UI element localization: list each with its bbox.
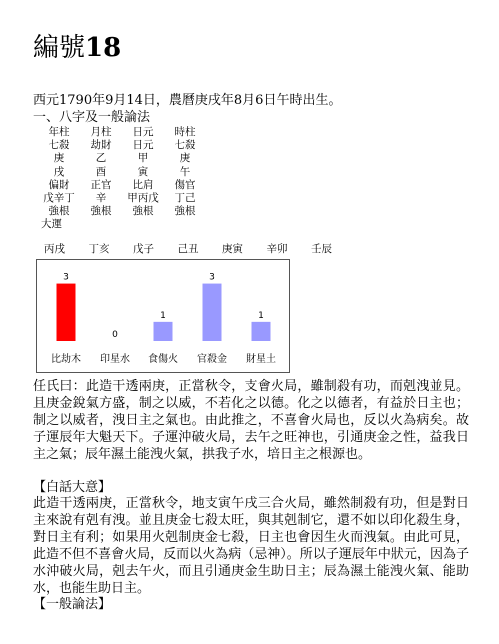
- bazi-cell: 偏財: [48, 178, 70, 191]
- category-label: 比劫木: [51, 354, 81, 365]
- bazi-cell: 丁己: [174, 191, 196, 204]
- plain-heading: 【白話大意】: [33, 480, 112, 495]
- bazi-cell: 戌: [53, 165, 65, 178]
- chart-bar: [57, 284, 76, 341]
- bazi-cell: [164, 218, 206, 231]
- plain-paragraph: 此造干透兩庚，正當秋令，地支寅午戌三合火局，雖然制殺有功，但是對日主來說有剋有洩。並且庚金七殺太旺，與其剋制它，還不如以印化殺生身，對日主有利；如果用火剋制庚金七殺，日主也會因生火而洩氣。由此可見，此造不但不喜會火局，反而以火為病（忌神）。所以子運辰年中狀元，因為子水沖破火局，剋去午火，而且引通庚金生助日主；辰為濕土能洩火氣、能助水，也能生助日主。: [33, 496, 469, 596]
- category-label: 印星水: [100, 354, 130, 365]
- bazi-row: [38, 166, 206, 179]
- bazi-cell: 乙: [95, 152, 107, 165]
- chart-bar: [252, 322, 271, 341]
- bazi-cell: 正官: [90, 178, 112, 191]
- data-label: 3: [209, 272, 215, 283]
- category-label: 官殺金: [197, 354, 227, 365]
- general-heading: 【一般論法】: [33, 597, 112, 612]
- chart-bar: [154, 322, 173, 341]
- bazi-table: [38, 126, 206, 232]
- birth-info: 西元1790年9月14日，農曆庚戌年8月6日午時出生。: [33, 93, 342, 108]
- bazi-cell: 大運: [41, 218, 62, 231]
- dayun-item: 辛卯: [266, 243, 288, 255]
- bazi-cell: [122, 218, 164, 231]
- bazi-cell: 強根: [90, 205, 112, 218]
- chart-bar: [203, 284, 222, 341]
- data-label: 1: [160, 310, 166, 321]
- bazi-cell: 日元: [132, 139, 154, 152]
- bazi-cell: 戊辛丁: [43, 191, 75, 204]
- bazi-cell: 庚: [179, 152, 191, 165]
- category-label: 食傷火: [148, 354, 178, 365]
- bazi-cell: 七殺: [174, 139, 196, 152]
- five-elements-chart: [36, 259, 290, 373]
- dayun-item: 己丑: [177, 243, 199, 255]
- bazi-row: [38, 152, 206, 165]
- page-title: [33, 30, 121, 66]
- bazi-row: [38, 192, 206, 205]
- data-label: 3: [63, 272, 69, 283]
- bazi-cell: 傷官: [174, 178, 196, 191]
- bazi-cell: 強根: [132, 205, 154, 218]
- commentary-paragraph: 任氏曰：此造干透兩庚，正當秋令，支會火局，雖制殺有功，而剋洩並見。且庚金銳氣方盛，制之以威，不若化之以德。化之以德者，有益於日主也；制之以威者，洩日主之氣也。由此推之，不喜會火局也，反以火為病矣。故子運辰年大魁天下。子運沖破火局，去午之旺神也，引通庚金之性，益我日主之氣；辰年濕土能洩火氣，拱我子水，培日主之根源也。: [33, 379, 469, 462]
- bazi-row: [38, 139, 206, 152]
- bazi-row: [38, 126, 206, 139]
- bazi-row: [38, 179, 206, 192]
- bazi-row: [38, 218, 206, 231]
- data-label: 0: [112, 330, 118, 340]
- bazi-cell: 甲: [137, 152, 149, 165]
- dayun-item: 丙戌: [44, 243, 65, 255]
- bazi-cell: 強根: [174, 205, 196, 218]
- bazi-cell: 月柱: [90, 126, 112, 138]
- bazi-cell: 七殺: [48, 139, 70, 152]
- bazi-cell: 年柱: [48, 126, 70, 138]
- bazi-cell: 比肩: [132, 178, 154, 191]
- dayun-item: 庚寅: [222, 243, 243, 255]
- title-prefix: 編號: [33, 33, 86, 63]
- dayun-row: [38, 241, 350, 256]
- dayun-item: 丁亥: [88, 243, 110, 255]
- bazi-cell: 時柱: [174, 126, 196, 138]
- bazi-cell: 強根: [48, 205, 70, 218]
- bazi-cell: [80, 218, 122, 231]
- dayun-item: 戊子: [133, 243, 154, 255]
- title-number: 18: [85, 33, 122, 63]
- chart-svg: [37, 260, 289, 372]
- bazi-cell: 甲丙戊: [127, 191, 159, 204]
- bazi-cell: 庚: [53, 152, 65, 165]
- bazi-cell: 午: [179, 165, 191, 178]
- section-heading: 一、八字及一般論法: [33, 110, 151, 125]
- category-label: 財星土: [246, 354, 276, 365]
- bazi-cell: 酉: [95, 165, 107, 178]
- bazi-row: [38, 205, 206, 218]
- bazi-cell: 日元: [132, 126, 154, 138]
- bazi-cell: 寅: [137, 165, 149, 178]
- bazi-cell: 辛: [95, 191, 107, 204]
- bazi-cell: 劫財: [90, 139, 112, 152]
- dayun-item: 壬辰: [311, 243, 332, 255]
- data-label: 1: [258, 310, 264, 321]
